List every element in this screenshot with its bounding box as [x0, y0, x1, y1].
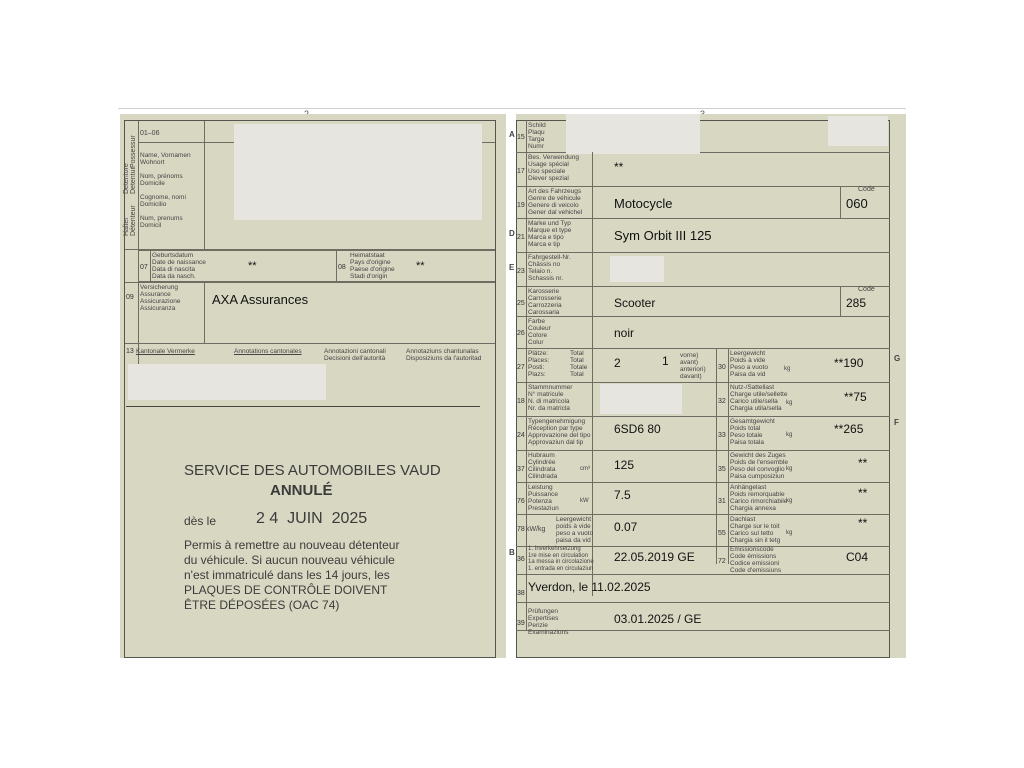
- redacted-registration-number: [600, 384, 682, 414]
- r38-number: 38: [517, 590, 525, 597]
- f09-number: 09: [126, 294, 134, 301]
- r32-labels: Nutz-/Sattellast Charge utile/sellette Carico utile/sella Chargia utila/sella: [730, 384, 788, 412]
- r25-labels: Karosserie Carrosserie Carrozzeria Carossaria: [528, 288, 562, 316]
- stamp-body: Permis à remettre au nouveau détenteur du véhicule. Si aucun nouveau véhicule n'est immatriculé dans les 14 jours, les PLAQUES DE CONTRÔLE DOIVENT ÊTRE DÉPOSÉES (OAC 74): [184, 538, 400, 612]
- holder-vertical-4: Detentur: [130, 167, 137, 194]
- redacted-plate-code: [828, 116, 888, 146]
- r30-labels: Leergewicht Poids à vide Peso a vuoto Paisa da vid: [730, 350, 768, 378]
- r32-unit: kg: [786, 400, 793, 406]
- make-model-value: Sym Orbit III 125: [614, 228, 712, 243]
- r76-number: 76: [517, 498, 525, 505]
- r15-number: 15: [517, 134, 525, 141]
- r36-number: 36: [517, 556, 525, 563]
- r27-labels-total: Total Total Totale Total: [570, 350, 588, 378]
- r33-labels: Gesamtgewicht Poids total Peso totale Paisa totala: [730, 418, 775, 446]
- r32-number: 32: [718, 398, 726, 405]
- r26-labels: Farbe Couleur Colore Colur: [528, 318, 551, 346]
- r18-labels: Stammnummer N° matricule N. di matricola Nr. da matricla: [528, 384, 573, 412]
- r78-number: 78: [517, 526, 525, 533]
- r76-labels: Leistung Puissance Potenza Prestaziun: [528, 484, 559, 512]
- left-page-border: [124, 120, 496, 658]
- side-letter-e: E: [509, 263, 515, 272]
- r26-number: 26: [517, 330, 525, 337]
- holder-vertical-2: Détenteur: [130, 205, 137, 236]
- side-letter-d: D: [509, 229, 515, 238]
- redacted-plate: [566, 114, 700, 154]
- emission-code-value: C04: [846, 550, 869, 564]
- r35-unit: kg: [786, 466, 793, 472]
- type-approval-value: 6SD6 80: [614, 422, 661, 436]
- r25-code-header: Code: [858, 286, 875, 293]
- seats-front-labels: vorne) avant) anteriori) davant): [680, 352, 706, 380]
- f13-number: 13: [126, 348, 134, 355]
- origin-value: **: [416, 260, 425, 272]
- r19-labels: Art des Fahrzeugs Genre de véhicule Genere di veicolo Gener dal vehichel: [528, 188, 583, 216]
- f07-labels: Geburtsdatum Date de naissance Data di nascita Data da nasch.: [152, 252, 206, 280]
- r33-number: 33: [718, 432, 726, 439]
- r21-number: 21: [517, 234, 525, 241]
- body-type-code: 285: [846, 296, 867, 310]
- right-page: [516, 114, 906, 658]
- first-registration-value: 22.05.2019 GE: [614, 550, 695, 564]
- r17-number: 17: [517, 168, 525, 175]
- r27-labels: Plätze: Places: Posti: Plazs:: [528, 350, 550, 378]
- r23-number: 23: [517, 268, 525, 275]
- train-weight-value: **: [858, 456, 868, 470]
- side-letter-f: F: [894, 418, 899, 427]
- r21-labels: Marke und Typ Marque et type Marca e tipo Marca e tip: [528, 220, 572, 248]
- r27-number: 27: [517, 364, 525, 371]
- r24-labels: Typengenehmigung Réception par type Approvazione del tipo Approvaziun dal tip: [528, 418, 591, 446]
- stamp-service: SERVICE DES AUTOMOBILES VAUD: [184, 462, 441, 479]
- f13-heading-de: Kantonale Vermerke: [136, 348, 195, 355]
- power-value: 7.5: [614, 488, 631, 502]
- r76-unit: kW: [580, 498, 589, 504]
- vehicle-type-code: 060: [846, 196, 868, 211]
- r35-number: 35: [718, 466, 726, 473]
- towing-weight-value: **: [858, 486, 868, 500]
- r24-number: 24: [517, 432, 525, 439]
- stamp-date-prefix: dès le: [184, 514, 217, 528]
- r23-labels: Fahrgestell-Nr. Châssis no Telaio n. Schassis nr.: [528, 254, 571, 282]
- color-value: noir: [614, 326, 635, 340]
- seats-total-value: 2: [614, 356, 621, 370]
- stamp-date: 2 4 JUIN 2025: [256, 510, 368, 527]
- vehicle-type-value: Motocycle: [614, 196, 673, 211]
- r37-unit: cm³: [580, 466, 590, 472]
- body-type-value: Scooter: [614, 296, 656, 310]
- payload-value: **75: [844, 390, 867, 404]
- r55-number: 55: [718, 530, 726, 537]
- f13-heading-fr: Annotations cantonales: [234, 348, 302, 355]
- f13-heading-rm: Annotaziuns chantunalas Disposiziuns da l'autoritad: [406, 348, 482, 362]
- side-letter-a: A: [509, 130, 515, 139]
- power-to-weight-value: 0.07: [614, 520, 638, 534]
- total-weight-value: **265: [834, 422, 864, 436]
- f08-labels: Heimatstaat Pays d'origine Paese d'origine Stadi d'origin: [350, 252, 395, 280]
- r78-unit-left: kW/kg: [526, 526, 546, 533]
- r39-labels: Prüfungen Expertises Perizie Examinaziuns: [528, 608, 569, 636]
- f08-number: 08: [338, 264, 346, 271]
- r31-number: 31: [718, 498, 726, 505]
- holder-vertical-3: Detentore: [123, 163, 130, 194]
- holder-name-labels: Name, Vornamen Wohnort Nom, prénoms Domicile Cognome, nomi Domicilio Num, prenums Domicil: [140, 152, 191, 229]
- r31-unit: kg: [786, 498, 793, 504]
- r19-code-header: Code: [858, 186, 875, 193]
- inspection-value: 03.01.2025 / GE: [614, 612, 702, 626]
- special-use-value: **: [614, 160, 624, 174]
- r55-unit: kg: [786, 530, 793, 536]
- r39-number: 39: [517, 620, 525, 627]
- birth-date-value: **: [248, 260, 257, 272]
- r19-number: 19: [517, 202, 525, 209]
- holder-vertical-5: Possessur: [130, 135, 137, 168]
- top-rule: [118, 108, 906, 109]
- f07-number: 07: [140, 264, 148, 271]
- f09-labels: Versicherung Assurance Assicurazione Assicuranza: [140, 284, 181, 312]
- r30-number: 30: [718, 364, 726, 371]
- seats-front-value: 1: [662, 354, 669, 368]
- issue-place-date-value: Yverdon, le 11.02.2025: [528, 580, 651, 594]
- empty-weight-value: **190: [834, 356, 864, 370]
- r37-number: 37: [517, 466, 525, 473]
- left-page: [120, 114, 506, 658]
- r15-labels: Schild Plaqu Targa Numr: [528, 122, 546, 150]
- side-letter-b: B: [509, 548, 515, 557]
- r36-labels: 1. Inverkehrsetzung 1re mise en circulation 1a messa in circolazione 1. entrada en circulaziun: [528, 546, 594, 572]
- insurance-value: AXA Assurances: [212, 292, 309, 307]
- field-01-06: 01–06: [140, 130, 160, 137]
- r35-labels: Gewicht des Zuges Poids de l'ensemble Peso del convoglio Paisa cumposiziun: [730, 452, 788, 480]
- r78-labels: Leergewicht poids à vide peso a vuoto paisa da vid: [556, 516, 594, 544]
- side-letter-g: G: [894, 354, 901, 363]
- r31-labels: Anhängelast Poids remorquable Carico rimorchiabile Chargia annexa: [730, 484, 788, 512]
- stamp-cancelled: ANNULÉ: [270, 482, 333, 499]
- r17-labels: Bes. Verwendung Usage spécial Uso speciale Diever spezial: [528, 154, 579, 182]
- f13-heading-it: Annotazioni cantonali Decisioni dell'autorità: [324, 348, 386, 362]
- holder-vertical-1: Halter: [123, 217, 130, 236]
- r37-labels: Hubraum Cylindrée Cilindrata Cilindrada: [528, 452, 558, 480]
- r72-number: 72: [718, 558, 726, 565]
- r25-number: 25: [517, 300, 525, 307]
- displacement-value: 125: [614, 458, 635, 472]
- r30-unit: kg: [784, 366, 791, 372]
- r72-labels: Emissionscode Code émissions Codice emissioni Code d'emissiuns: [730, 546, 782, 574]
- roof-load-value: **: [858, 516, 868, 530]
- redacted-chassis: [610, 256, 664, 282]
- r18-number: 18: [517, 398, 525, 405]
- r33-unit: kg: [786, 432, 793, 438]
- r55-labels: Dachlast Charge sur le toit Carico sul tetto Chargia sin il tetg: [730, 516, 781, 544]
- vehicle-registration-document: [118, 108, 906, 658]
